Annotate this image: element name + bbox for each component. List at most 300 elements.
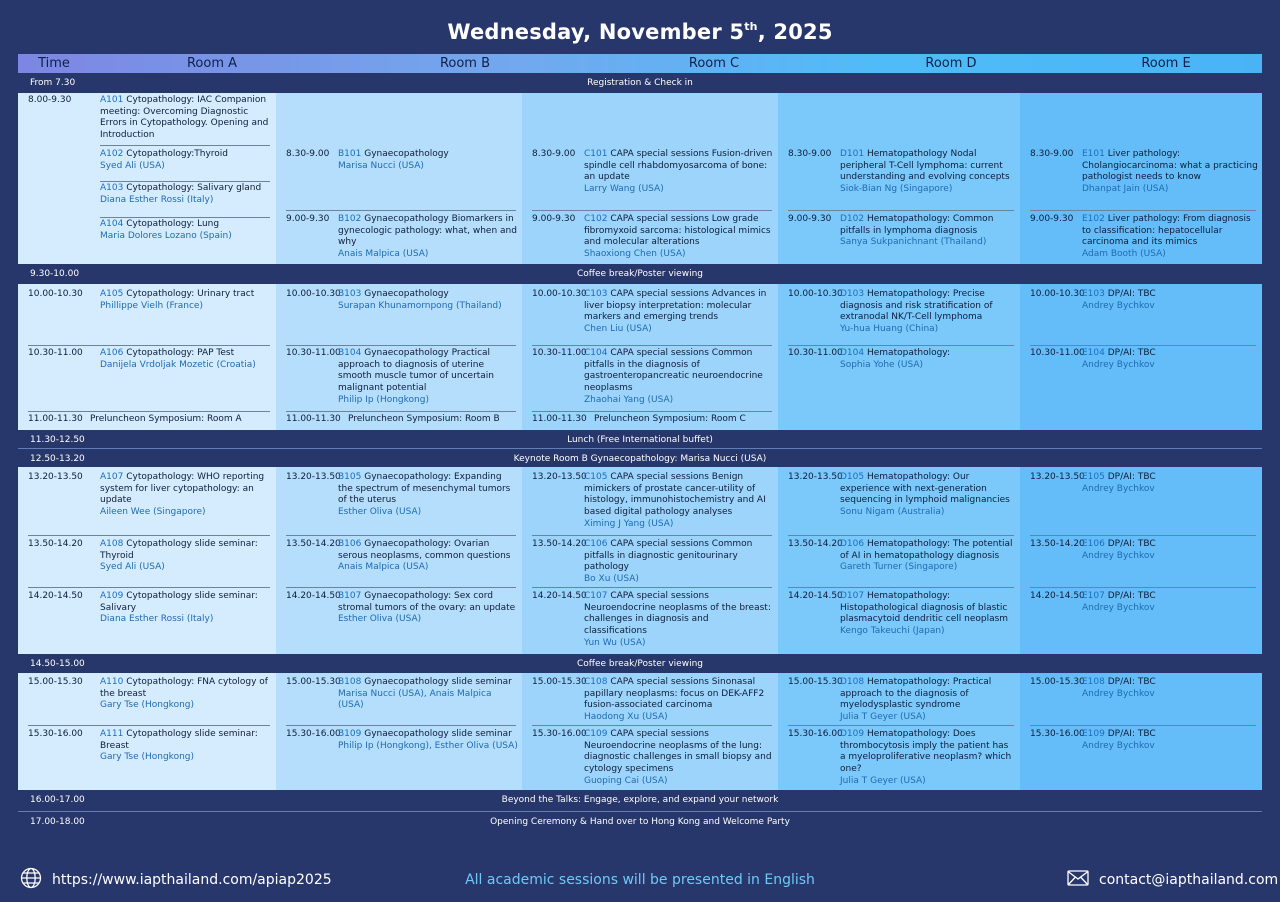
session-time: 13.20-13.50 [28, 472, 83, 482]
session-time: 10.00-10.30 [1030, 289, 1085, 299]
session-title: Hematopathology: Histopathological diagnosis of blastic plasmacytoid dendritic cell neoplasm [840, 591, 1009, 625]
room-b-cell [276, 673, 522, 790]
session-title: Hematopathology: Precise diagnosis and risk stratification of extranodal NK/T-Cell lymphoma [840, 289, 993, 323]
session-speaker: Syed Ali (USA) [100, 562, 165, 573]
band-label: Keynote Room B Gynaecopathology: Marisa Nucci (USA) [513, 454, 767, 464]
session-title: Gynaecopathology slide seminar [364, 729, 512, 739]
session-time: 9.00-9.30 [788, 214, 832, 224]
session-entry[interactable] [286, 289, 518, 349]
entry-divider [532, 210, 772, 211]
session-code: E107 [1082, 591, 1105, 601]
session-entry[interactable] [286, 591, 518, 651]
session-title: Gynaecopathology: Expanding the spectrum of mesenchymal tumors of the uterus [338, 472, 511, 506]
entry-divider [532, 587, 772, 588]
entry-divider [1030, 345, 1256, 346]
session-code: E109 [1082, 729, 1105, 739]
session-time: 15.00-15.30 [532, 677, 587, 687]
session-entry[interactable] [1030, 348, 1258, 408]
room-b-cell [276, 93, 522, 264]
session-title: CAPA special sessions Benign mimickers of prostate cancer-utility of histology, immunohistochemistry and AI based digital pathology analyses [584, 472, 766, 518]
session-entry[interactable] [28, 219, 272, 279]
session-time: 11.00-11.30 [286, 414, 341, 424]
session-time: 15.30-16.00 [532, 729, 587, 739]
session-speaker: Sanya Sukpanichnant (Thailand) [840, 237, 987, 248]
session-time: 13.50-14.20 [788, 539, 843, 549]
session-speaker: Haodong Xu (USA) [584, 712, 668, 723]
band-time: 16.00-17.00 [30, 795, 85, 805]
session-code: D109 [840, 729, 865, 739]
session-title: CAPA special sessions Advances in liver biopsy interpretation: molecular markers and emerging trends [584, 289, 767, 323]
session-entry[interactable] [532, 729, 774, 789]
session-title: CAPA special sessions Common pitfalls in diagnostic genitourinary pathology [584, 539, 753, 573]
session-code: A103 [100, 183, 124, 193]
session-code: B101 [338, 149, 362, 159]
session-entry[interactable] [28, 591, 272, 651]
session-title: Preluncheon Symposium: Room B [348, 414, 500, 424]
session-title: Cytopathology: Lung [126, 219, 220, 229]
entry-divider [1030, 535, 1256, 536]
session-speaker: Adam Booth (USA) [1082, 249, 1166, 260]
session-time: 13.50-14.20 [28, 539, 83, 549]
session-title: CAPA special sessions Neuroendocrine neoplasms of the lung: diagnostic challenges in small biopsy and cytology specimens [584, 729, 772, 775]
session-entry[interactable] [286, 149, 518, 209]
session-time: 15.00-15.30 [286, 677, 341, 687]
session-time: 14.20-14.50 [286, 591, 341, 601]
session-title: Cytopathology: Salivary gland [126, 183, 262, 193]
session-title: Preluncheon Symposium: Room C [594, 414, 746, 424]
session-entry[interactable] [1030, 591, 1258, 651]
session-code: E106 [1082, 539, 1105, 549]
session-code: A105 [100, 289, 124, 299]
session-entry[interactable] [788, 214, 1016, 274]
session-code: B103 [338, 289, 362, 299]
session-entry[interactable] [532, 348, 774, 408]
session-entry[interactable] [286, 677, 518, 737]
session-time: 8.30-9.00 [286, 149, 330, 159]
session-entry[interactable] [28, 95, 272, 155]
session-time: 13.20-13.50 [1030, 472, 1085, 482]
session-entry[interactable] [1030, 729, 1258, 789]
band-time: 17.00-18.00 [30, 817, 85, 827]
session-title: Gynaecopathology: Sex cord stromal tumors of the ovary: an update [338, 591, 516, 613]
session-code: C103 [584, 289, 608, 299]
language-note: All academic sessions will be presented in English [465, 872, 815, 888]
room-e-cell [1020, 467, 1262, 654]
session-title: Hematopathology: Does thrombocytosis imply the patient has a myeloproliferative neoplasm? which one? [840, 729, 1012, 775]
session-title: Hematopathology: Practical approach to the diagnosis of myelodysplastic syndrome [840, 677, 992, 711]
header-room-c: Room C [688, 56, 740, 71]
session-entry[interactable] [532, 539, 774, 599]
session-entry[interactable] [788, 348, 1016, 408]
session-speaker: Andrey Bychkov [1082, 550, 1155, 561]
header-time: Time [38, 56, 70, 71]
room-e-cell [1020, 284, 1262, 430]
entry-divider [28, 411, 270, 412]
divider [18, 811, 1262, 812]
session-time: 15.00-15.30 [28, 677, 83, 687]
band-label: Beyond the Talks: Engage, explore, and expand your network [501, 795, 779, 805]
session-entry[interactable] [788, 149, 1016, 209]
session-speaker: Bo Xu (USA) [584, 574, 639, 585]
session-title: Cytopathology: PAP Test [126, 348, 235, 358]
session-speaker: Andrey Bychkov [1082, 300, 1155, 311]
session-code: D101 [840, 149, 865, 159]
session-time: 14.20-14.50 [1030, 591, 1085, 601]
session-entry[interactable] [28, 677, 272, 737]
session-title: Hematopathology: [866, 348, 950, 358]
session-speaker: Surapan Khunamornpong (Thailand) [338, 300, 502, 311]
email-link[interactable]: contact@iapthailand.com [1067, 868, 1278, 892]
session-code: B108 [338, 677, 362, 687]
band-time: 14.50-15.00 [30, 659, 85, 669]
room-a-cell [18, 467, 276, 654]
session-time: 13.20-13.50 [788, 472, 843, 482]
session-speaker: Anais Malpica (USA) [338, 249, 429, 260]
session-time: 11.00-11.30 [28, 414, 83, 424]
session-speaker: Siok-Bian Ng (Singapore) [840, 184, 953, 195]
session-speaker: Shaoxiong Chen (USA) [584, 249, 686, 260]
session-entry[interactable] [1030, 214, 1258, 274]
session-code: A101 [100, 95, 124, 105]
room-e-cell [1020, 93, 1262, 264]
session-speaker: Philip Ip (Hongkong), Esther Oliva (USA) [338, 740, 518, 751]
header-room-d: Room D [925, 56, 977, 71]
session-code: D106 [840, 539, 865, 549]
session-entry[interactable] [286, 414, 518, 474]
session-speaker: Phillippe Vielh (France) [100, 300, 203, 311]
session-entry[interactable] [28, 348, 272, 408]
session-entry[interactable] [532, 414, 774, 474]
session-time: 14.20-14.50 [532, 591, 587, 601]
room-a-cell [18, 93, 276, 264]
session-speaker: Andrey Bychkov [1082, 483, 1155, 494]
session-code: E108 [1082, 677, 1105, 687]
session-code: C107 [584, 591, 608, 601]
entry-divider [286, 411, 516, 412]
session-code: C106 [584, 539, 608, 549]
session-speaker: Sonu Nigam (Australia) [840, 507, 945, 518]
session-speaker: Andrey Bychkov [1082, 359, 1155, 370]
session-title: Gynaecopathology Practical approach to diagnosis of uterine smooth muscle tumor of uncertain malignant potential [338, 348, 495, 394]
session-speaker: Julia T Geyer (USA) [840, 712, 926, 723]
session-code: E103 [1082, 289, 1105, 299]
session-time: 8.30-9.00 [1030, 149, 1074, 159]
room-a-cell [18, 673, 276, 790]
session-time: 10.30-11.00 [532, 348, 587, 358]
entry-divider [532, 411, 772, 412]
session-entry[interactable] [1030, 149, 1258, 209]
band-time: From 7.30 [30, 78, 76, 88]
entry-divider [100, 217, 270, 218]
session-time: 13.50-14.20 [1030, 539, 1085, 549]
session-entry[interactable] [286, 539, 518, 599]
session-title: DP/AI: TBC [1107, 729, 1156, 739]
session-time: 15.30-16.00 [788, 729, 843, 739]
room-c-cell [522, 467, 778, 654]
band-label: Coffee break/Poster viewing [576, 659, 703, 669]
session-code: C101 [584, 149, 608, 159]
session-time: 10.00-10.30 [286, 289, 341, 299]
session-time: 10.00-10.30 [28, 289, 83, 299]
session-time: 8.30-9.00 [788, 149, 832, 159]
session-time: 10.30-11.00 [788, 348, 843, 358]
session-time: 9.00-9.30 [1030, 214, 1074, 224]
session-time: 9.00-9.30 [286, 214, 330, 224]
session-code: D103 [840, 289, 865, 299]
session-speaker: Gareth Turner (Singapore) [840, 562, 958, 573]
session-speaker: Andrey Bychkov [1082, 740, 1155, 751]
session-title: Gynaecopathology slide seminar [364, 677, 512, 687]
entry-divider [788, 725, 1014, 726]
entry-divider [100, 145, 270, 146]
session-title: Gynaecopathology [364, 289, 449, 299]
header-room-e: Room E [1141, 56, 1191, 71]
header-room-b: Room B [439, 56, 491, 71]
entry-divider [788, 210, 1014, 211]
session-entry[interactable] [28, 539, 272, 599]
session-code: B106 [338, 539, 362, 549]
session-title: Cytopathology slide seminar: Thyroid [100, 539, 258, 561]
room-c-cell [522, 673, 778, 790]
entry-divider [28, 535, 270, 536]
schedule-header [18, 54, 1262, 73]
session-entry[interactable] [532, 677, 774, 737]
band-label: Opening Ceremony & Hand over to Hong Kong and Welcome Party [490, 817, 790, 827]
session-title: Hematopathology: Common pitfalls in lymphoma diagnosis [840, 214, 994, 236]
session-code: E105 [1082, 472, 1105, 482]
session-entry[interactable] [788, 677, 1016, 737]
session-time: 13.20-13.50 [286, 472, 341, 482]
room-d-cell [778, 284, 1020, 430]
entry-divider [1030, 210, 1256, 211]
band-label: Registration & Check in [587, 78, 693, 88]
session-code: A106 [100, 348, 124, 358]
room-c-cell [522, 93, 778, 264]
session-time: 15.30-16.00 [28, 729, 83, 739]
session-time: 10.30-11.00 [1030, 348, 1085, 358]
session-time: 10.00-10.30 [532, 289, 587, 299]
header-room-a: Room A [186, 56, 238, 71]
session-code: D105 [840, 472, 865, 482]
session-entry[interactable] [532, 214, 774, 274]
entry-divider [28, 345, 270, 346]
session-entry[interactable] [788, 289, 1016, 349]
session-code: C108 [584, 677, 608, 687]
entry-divider [1030, 725, 1256, 726]
session-code: B109 [338, 729, 362, 739]
session-time: 15.30-16.00 [286, 729, 341, 739]
session-entry[interactable] [532, 289, 774, 349]
session-code: B107 [338, 591, 362, 601]
room-a-cell [18, 284, 276, 430]
session-title: Cytopathology: Urinary tract [126, 289, 255, 299]
entry-divider [1030, 587, 1256, 588]
session-code: D107 [840, 591, 865, 601]
session-speaker: Julia T Geyer (USA) [840, 775, 926, 786]
entry-divider [286, 587, 516, 588]
session-code: A102 [100, 149, 124, 159]
session-entry[interactable] [532, 472, 774, 532]
session-code: A110 [100, 677, 124, 687]
session-code: C109 [584, 729, 608, 739]
session-title: Cytopathology slide seminar: Breast [100, 729, 258, 751]
session-time: 15.00-15.30 [1030, 677, 1085, 687]
session-time: 13.20-13.50 [532, 472, 587, 482]
room-e-cell [1020, 673, 1262, 790]
session-entry[interactable] [28, 472, 272, 532]
session-entry[interactable] [28, 414, 272, 474]
session-title: CAPA special sessions Sinonasal papillary neoplasms: focus on DEK-AFF2 fusion-associated carcinoma [584, 677, 765, 711]
entry-divider [286, 535, 516, 536]
session-code: A107 [100, 472, 124, 482]
session-time: 11.00-11.30 [532, 414, 587, 424]
session-entry[interactable] [788, 591, 1016, 651]
session-time: 13.50-14.20 [532, 539, 587, 549]
band-time: 11.30-12.50 [30, 435, 85, 445]
entry-divider [28, 587, 270, 588]
session-entry[interactable] [28, 729, 272, 789]
session-speaker: Ximing J Yang (USA) [584, 518, 674, 529]
session-title: Cytopathology: FNA cytology of the breast [100, 677, 268, 699]
session-time: 15.30-16.00 [1030, 729, 1085, 739]
session-title: DP/AI: TBC [1107, 539, 1156, 549]
session-code: E101 [1082, 149, 1105, 159]
session-speaker: Yu-hua Huang (China) [840, 324, 939, 335]
session-code: E104 [1082, 348, 1105, 358]
band-time: 9.30-10.00 [30, 269, 80, 279]
session-code: A104 [100, 219, 124, 229]
session-speaker: Guoping Cai (USA) [584, 775, 668, 786]
session-code: A111 [100, 729, 124, 739]
session-speaker: Dhanpat Jain (USA) [1082, 184, 1169, 195]
room-d-cell [778, 673, 1020, 790]
session-entry[interactable] [788, 539, 1016, 599]
session-title: DP/AI: TBC [1107, 472, 1156, 482]
session-title: Cytopathology:Thyroid [126, 149, 229, 159]
session-code: D104 [840, 348, 865, 358]
session-title: Cytopathology: WHO reporting system for liver cytopathology: an update [100, 472, 265, 506]
session-entry[interactable] [1030, 677, 1258, 737]
page-title: Wednesday, November 5th, 2025 [447, 20, 833, 44]
session-title: Liver pathology: From diagnosis to classification: hepatocellular carcinoma and its mimics [1082, 214, 1251, 248]
session-title: Cytopathology: IAC Companion meeting: Overcoming Diagnostic Errors in Cytopathology. Opening and Introduction [100, 95, 269, 141]
session-title: CAPA special sessions Neuroendocrine neoplasms of the breast: challenges in diagnosis and classifications [584, 591, 771, 637]
session-entry[interactable] [532, 149, 774, 209]
entry-divider [788, 345, 1014, 346]
room-d-cell [778, 467, 1020, 654]
entry-divider [788, 535, 1014, 536]
session-entry[interactable] [788, 729, 1016, 789]
session-title: CAPA special sessions Low grade fibromyxoid sarcoma: histological mimics and molecular alterations [584, 214, 771, 248]
room-c-cell [522, 284, 778, 430]
session-entry[interactable] [1030, 539, 1258, 599]
session-title: Hematopathology: Our experience with next-generation sequencing in lymphoid malignancies [840, 472, 1010, 506]
session-title: Hematopathology: The potential of AI in hematopathology diagnosis [840, 539, 1013, 561]
session-title: Gynaecopathology Biomarkers in gynecologic pathology: what, when and why [338, 214, 517, 248]
session-time: 15.00-15.30 [788, 677, 843, 687]
session-speaker: Yun Wu (USA) [584, 637, 646, 648]
session-speaker: Esther Oliva (USA) [338, 614, 422, 625]
session-entry[interactable] [286, 472, 518, 532]
room-d-cell [778, 93, 1020, 264]
session-title: CAPA special sessions Fusion-driven spindle cell rhabdomyosarcoma of bone: an update [584, 149, 773, 183]
entry-divider [286, 345, 516, 346]
entry-divider [788, 587, 1014, 588]
session-speaker: Gary Tse (Hongkong) [100, 700, 194, 711]
session-speaker: Andrey Bychkov [1082, 602, 1155, 613]
session-title: DP/AI: TBC [1107, 677, 1156, 687]
session-speaker: Maria Dolores Lozano (Spain) [100, 230, 232, 241]
envelope-icon [1067, 870, 1089, 890]
session-speaker: Anais Malpica (USA) [338, 562, 429, 573]
session-entry[interactable] [286, 729, 518, 789]
room-b-cell [276, 467, 522, 654]
session-speaker: Kengo Takeuchi (Japan) [840, 626, 945, 637]
session-entry[interactable] [1030, 289, 1258, 349]
band-label: Lunch (Free International buffet) [567, 435, 713, 445]
session-code: C104 [584, 348, 608, 358]
session-code: B105 [338, 472, 362, 482]
session-title: Hematopathology Nodal peripheral T-Cell lymphoma: current understanding and evolving concepts [840, 149, 1010, 183]
session-entry[interactable] [286, 348, 518, 408]
session-time: 9.00-9.30 [532, 214, 576, 224]
session-speaker: Gary Tse (Hongkong) [100, 752, 194, 763]
session-code: D102 [840, 214, 865, 224]
band-time: 12.50-13.20 [30, 454, 85, 464]
session-title: Gynaecopathology: Ovarian serous neoplasms, common questions [338, 539, 511, 561]
session-time: 14.20-14.50 [28, 591, 83, 601]
session-time: 10.30-11.00 [28, 348, 83, 358]
session-code: E102 [1082, 214, 1105, 224]
session-time: 13.50-14.20 [286, 539, 341, 549]
session-title: Cytopathology slide seminar: Salivary [100, 591, 258, 613]
entry-divider [532, 535, 772, 536]
session-title: DP/AI: TBC [1107, 289, 1156, 299]
entry-divider [532, 345, 772, 346]
session-code: C105 [584, 472, 608, 482]
band-label: Coffee break/Poster viewing [576, 269, 703, 279]
session-time: 8.30-9.00 [532, 149, 576, 159]
session-speaker: Zhaohai Yang (USA) [584, 394, 674, 405]
session-time: 10.00-10.30 [788, 289, 843, 299]
session-title: DP/AI: TBC [1107, 348, 1156, 358]
session-time: 14.20-14.50 [788, 591, 843, 601]
session-entry[interactable] [28, 289, 272, 349]
session-entry[interactable] [532, 591, 774, 651]
session-entry[interactable] [788, 472, 1016, 532]
session-speaker: Aileen Wee (Singapore) [100, 507, 206, 518]
session-code: B104 [338, 348, 362, 358]
session-speaker: Larry Wang (USA) [584, 184, 664, 195]
entry-divider [100, 181, 270, 182]
room-b-cell [276, 284, 522, 430]
session-speaker: Marisa Nucci (USA) [338, 160, 424, 171]
session-speaker: Esther Oliva (USA) [338, 507, 422, 518]
entry-divider [286, 725, 516, 726]
session-code: C102 [584, 214, 608, 224]
session-code: B102 [338, 214, 362, 224]
entry-divider [28, 725, 270, 726]
session-title: CAPA special sessions Common pitfalls in the diagnosis of gastroenteropancreatic neuroendocrine neoplasms [584, 348, 763, 394]
session-entry[interactable] [286, 214, 518, 274]
session-title: DP/AI: TBC [1107, 591, 1156, 601]
website-link[interactable]: https://www.iapthailand.com/apiap2025 [20, 868, 332, 892]
session-code: A109 [100, 591, 124, 601]
session-speaker: Danijela Vrdoljak Mozetic (Croatia) [100, 359, 256, 370]
session-speaker: Diana Esther Rossi (Italy) [100, 614, 214, 625]
session-title: Preluncheon Symposium: Room A [90, 414, 242, 424]
session-entry[interactable] [1030, 472, 1258, 532]
